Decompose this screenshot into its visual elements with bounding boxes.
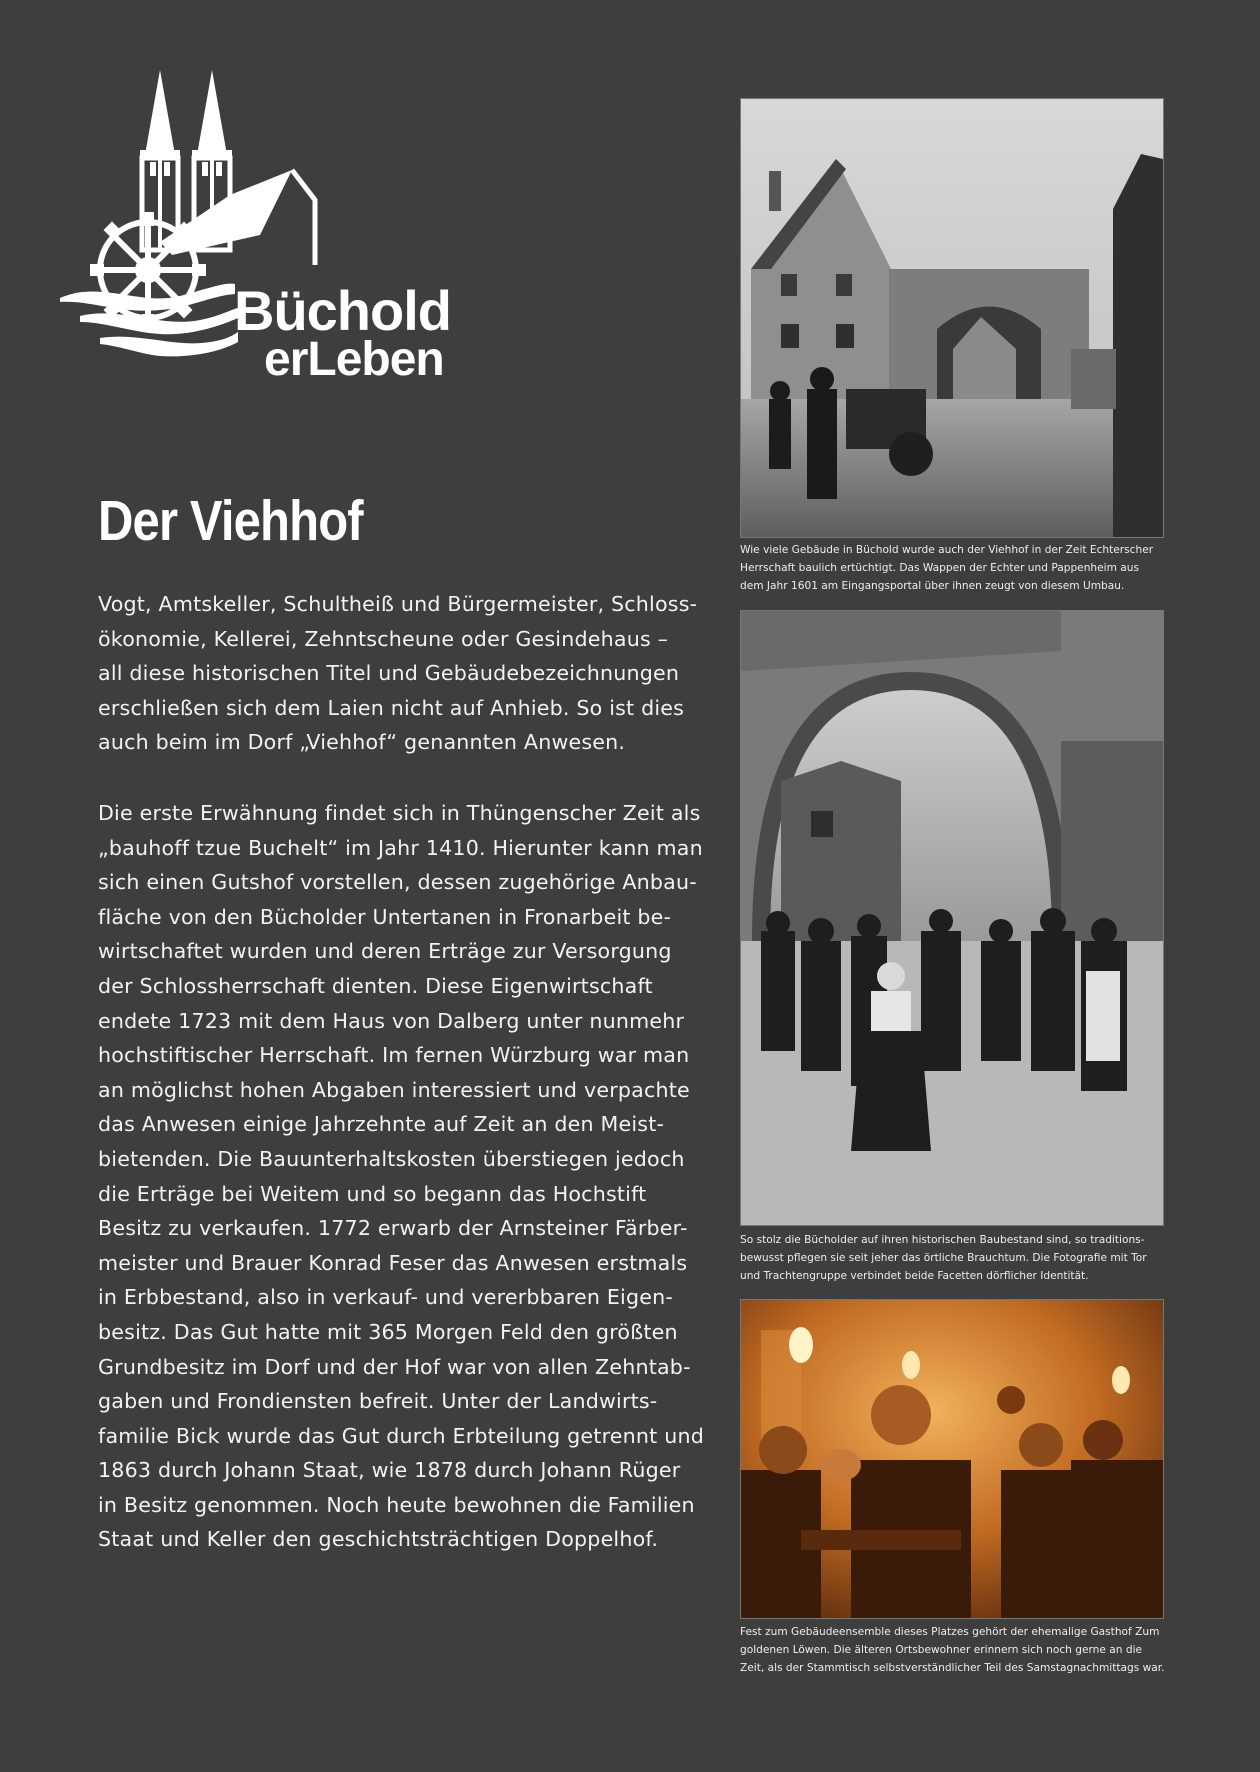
text-line: in Besitz genommen. Noch heute bewohnen die Familien <box>98 1492 695 1517</box>
caption-line: So stolz die Bücholder auf ihren historischen Baubestand sind, so traditions- <box>740 1234 1145 1246</box>
text-line: all diese historischen Titel und Gebäudebezeichnungen <box>98 661 680 686</box>
text-line: endete 1723 mit dem Haus von Dalberg unter nunmehr <box>98 1008 685 1033</box>
text-line: sich einen Gutshof vorstellen, dessen zugehörige Anbau- <box>98 870 697 895</box>
caption-line: Herrschaft baulich ertüchtigt. Das Wappen der Echter und Pappenheim aus <box>740 562 1139 574</box>
text-line: Grundbesitz im Dorf und der Hof war von allen Zehntab- <box>98 1354 691 1379</box>
caption-line: Zeit, als der Stammtisch selbstverständlicher Teil des Samstagnachmittags war. <box>740 1662 1165 1674</box>
text-line: 1863 durch Johann Staat, wie 1878 durch Johann Rüger <box>98 1458 681 1483</box>
caption-line: Fest zum Gebäudeensemble dieses Platzes gehört der ehemalige Gasthof Zum <box>740 1626 1160 1638</box>
caption-photo-3 <box>740 1623 1170 1677</box>
text-line: Besitz zu verkaufen. 1772 erwarb der Arnsteiner Färber- <box>98 1216 688 1241</box>
text-line: der Schlossherrschaft dienten. Diese Eigenwirtschaft <box>98 973 653 998</box>
logo-text-line2: erLeben <box>264 333 444 386</box>
paragraph-intro <box>98 587 698 760</box>
photo-inn-interior <box>740 1299 1164 1619</box>
caption-line: goldenen Löwen. Die älteren Ortsbewohner erinnern sich noch gerne an die <box>740 1644 1143 1656</box>
text-line: Vogt, Amtskeller, Schultheiß und Bürgermeister, Schloss- <box>98 592 698 616</box>
photo-costume-group <box>740 610 1164 1226</box>
text-line: ökonomie, Kellerei, Zehntscheune oder Gesindehaus – <box>98 626 669 651</box>
text-line: erschließen sich dem Laien nicht auf Anhieb. So ist dies <box>98 695 685 720</box>
text-line: gaben und Frondiensten befreit. Unter der Landwirts- <box>98 1389 658 1414</box>
text-line: Staat und Keller den geschichtsträchtigen Doppelhof. <box>98 1527 659 1552</box>
photo-viehhof-building <box>740 98 1164 538</box>
text-line: hochstiftischer Herrschaft. Im fernen Würzburg war man <box>98 1043 690 1068</box>
caption-photo-2 <box>740 1231 1170 1285</box>
paragraph-history <box>98 796 704 1557</box>
logo-text-line1: Büchold <box>234 279 451 342</box>
text-line: auch beim im Dorf „Viehhof“ genannten Anwesen. <box>98 730 626 755</box>
text-line: familie Bick wurde das Gut durch Erbteilung getrennt und <box>98 1423 704 1448</box>
text-line: Die erste Erwähnung findet sich in Thüngenscher Zeit als <box>98 801 701 825</box>
page-title: Der Viehhof <box>98 489 363 553</box>
caption-line: bewusst pflegen sie seit jeher das örtliche Brauchtum. Die Fotografie mit Tor <box>740 1252 1147 1264</box>
caption-line: und Trachtengruppe verbindet beide Facetten dörflicher Identität. <box>740 1270 1089 1282</box>
caption-line: Wie viele Gebäude in Büchold wurde auch der Viehhof in der Zeit Echterscher <box>740 544 1154 556</box>
text-line: besitz. Das Gut hatte mit 365 Morgen Feld den größten <box>98 1319 678 1344</box>
text-line: bietenden. Die Bauunterhaltskosten überstiegen jedoch <box>98 1146 685 1171</box>
text-line: fläche von den Bücholder Untertanen in Fronarbeit be- <box>98 904 672 929</box>
caption-photo-1 <box>740 541 1170 595</box>
text-line: die Erträge bei Weitem und so begann das Hochstift <box>98 1181 647 1206</box>
caption-line: dem Jahr 1601 am Eingangsportal über ihnen zeugt von diesem Umbau. <box>740 580 1125 592</box>
text-line: wirtschaftet wurden und deren Erträge zur Versorgung <box>98 939 672 964</box>
text-line: das Anwesen einige Jahrzehnte auf Zeit an den Meist- <box>98 1112 665 1137</box>
text-line: an möglichst hohen Abgaben interessiert und verpachte <box>98 1077 690 1102</box>
text-line: in Erbbestand, also in verkauf- und vererbbaren Eigen- <box>98 1285 673 1310</box>
text-line: meister und Brauer Konrad Feser das Anwesen erstmals <box>98 1250 688 1275</box>
text-line: „bauhoff tzue Buchelt“ im Jahr 1410. Hierunter kann man <box>98 835 703 860</box>
